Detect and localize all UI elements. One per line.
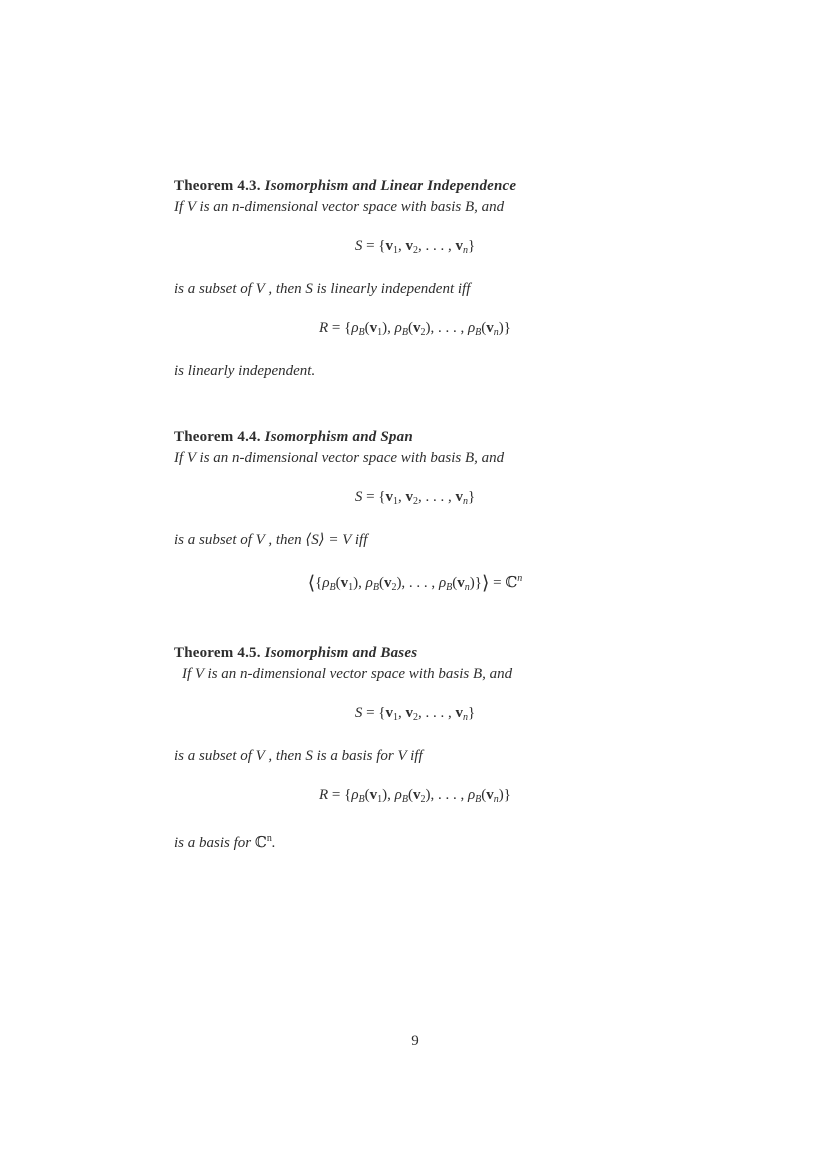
math-token: 1 — [392, 245, 398, 256]
theorem-title: Isomorphism and Linear Independence — [264, 178, 517, 194]
theorem-intro-line: If V is an n-dimensional vector space with basis B, and — [174, 450, 505, 466]
math-token: } — [467, 489, 476, 505]
formula-s-set — [174, 485, 656, 514]
math-token: ), . . . , — [425, 320, 468, 336]
math-token: 2 — [420, 794, 426, 805]
theorem-4-4 — [174, 427, 656, 616]
math-token: ρ — [438, 575, 447, 591]
theorem-4-3 — [174, 176, 656, 382]
math-token: v — [385, 705, 393, 721]
theorem-intro-line: If V is an n-dimensional vector space with basis B, and — [174, 199, 505, 215]
math-token: ), . . . , — [396, 575, 439, 591]
math-token: 2 — [420, 327, 426, 338]
math-token: 1 — [377, 794, 383, 805]
math-token: ), — [382, 320, 395, 336]
math-token: , — [397, 238, 406, 254]
math-token: n — [462, 245, 468, 256]
math-token: ρ — [365, 575, 373, 591]
math-token: v — [340, 575, 349, 591]
math-token: v — [405, 705, 413, 721]
math-token: ρ — [351, 320, 359, 336]
math-token: B — [401, 327, 408, 338]
theorem-title: Isomorphism and Bases — [264, 645, 418, 661]
math-token: n — [462, 712, 468, 723]
math-token: B — [372, 582, 379, 593]
math-token: = { — [362, 489, 386, 505]
math-token: ρ — [394, 787, 402, 803]
outro-text: . — [271, 835, 276, 851]
math-token: ρ — [467, 320, 476, 336]
math-token: 2 — [412, 245, 418, 256]
math-token: , — [397, 705, 406, 721]
math-token: ( — [364, 787, 370, 803]
math-token: n — [462, 496, 468, 507]
math-token: S — [354, 238, 363, 254]
outro-text: is a basis for — [174, 835, 255, 851]
theorem-outro-line — [174, 828, 656, 854]
theorem-mid-line: is a subset of V , then ⟨S⟩ = V iff — [174, 532, 368, 548]
formula-span-c — [174, 567, 656, 600]
math-token: ( — [335, 575, 341, 591]
page-number: 9 — [411, 1033, 419, 1049]
math-token: v — [369, 320, 378, 336]
math-token: v — [486, 787, 494, 803]
math-token: v — [385, 489, 393, 505]
math-token: 2 — [412, 496, 418, 507]
math-token: ), — [353, 575, 366, 591]
math-token: ρ — [322, 575, 330, 591]
math-token: 1 — [392, 712, 398, 723]
theorem-label: Theorem 4.5. — [174, 645, 261, 661]
math-token: n — [517, 573, 523, 584]
math-token: v — [383, 575, 392, 591]
math-token: v — [405, 489, 413, 505]
math-token: R — [319, 320, 329, 336]
math-token: 1 — [392, 496, 398, 507]
math-token: )} — [498, 320, 511, 336]
math-token: ( — [481, 320, 487, 336]
theorem-outro-line: is linearly independent. — [174, 363, 316, 379]
math-token: ( — [452, 575, 458, 591]
formula-r-set — [174, 783, 656, 812]
math-token: 1 — [377, 327, 383, 338]
math-token: v — [412, 320, 421, 336]
theorem-4-5 — [174, 643, 656, 854]
formula-r-set — [174, 316, 656, 345]
theorem-heading — [174, 643, 656, 664]
theorem-title: Isomorphism and Span — [264, 429, 413, 445]
math-token: ( — [378, 575, 384, 591]
math-token: , . . . , — [417, 489, 456, 505]
math-token: v — [455, 489, 463, 505]
math-token: v — [385, 238, 393, 254]
math-token: } — [467, 705, 476, 721]
math-token: B — [329, 582, 336, 593]
math-token: ρ — [394, 320, 402, 336]
math-token: ⟨ — [307, 573, 316, 594]
theorem-heading — [174, 176, 656, 197]
math-token: ), — [382, 787, 395, 803]
math-token: ( — [364, 320, 370, 336]
math-token: n — [493, 327, 499, 338]
math-token: ⟩ — [481, 573, 490, 594]
math-token: = — [489, 575, 506, 591]
math-token: ( — [481, 787, 487, 803]
math-token: B — [358, 327, 365, 338]
math-token: B — [475, 327, 482, 338]
math-token: 1 — [348, 582, 354, 593]
theorem-label: Theorem 4.4. — [174, 429, 261, 445]
math-token: ρ — [351, 787, 359, 803]
math-token: v — [455, 705, 463, 721]
math-token: ℂ — [505, 575, 518, 591]
math-token: , . . . , — [417, 705, 456, 721]
theorem-heading — [174, 427, 656, 448]
theorem-mid-line: is a subset of V , then S is linearly independent iff — [174, 281, 471, 297]
math-token: B — [475, 794, 482, 805]
math-token: , — [397, 489, 406, 505]
math-token: v — [457, 575, 465, 591]
blackboard-c: ℂ — [254, 835, 267, 851]
math-token: )} — [469, 575, 482, 591]
math-token: 2 — [412, 712, 418, 723]
math-token: = { — [328, 320, 352, 336]
formula-s-set — [174, 701, 656, 730]
math-token: v — [412, 787, 421, 803]
math-token: { — [315, 575, 323, 591]
math-token: B — [401, 794, 408, 805]
math-token: B — [446, 582, 453, 593]
math-token: n — [493, 794, 499, 805]
math-token: n — [464, 582, 470, 593]
math-token: v — [405, 238, 413, 254]
theorem-intro-line: If V is an n-dimensional vector space with basis B, and — [182, 666, 513, 682]
math-token: = { — [328, 787, 352, 803]
math-token: ρ — [467, 787, 476, 803]
math-token: S — [354, 489, 363, 505]
math-token: v — [486, 320, 494, 336]
math-token: R — [319, 787, 329, 803]
math-token: 2 — [391, 582, 397, 593]
superscript-n: n — [266, 833, 272, 844]
math-token: ( — [407, 787, 413, 803]
math-token: S — [354, 705, 363, 721]
math-token: ), . . . , — [425, 787, 468, 803]
math-token: = { — [362, 705, 386, 721]
math-token: = { — [362, 238, 386, 254]
math-token: , . . . , — [417, 238, 456, 254]
theorem-label: Theorem 4.3. — [174, 178, 261, 194]
math-token: v — [369, 787, 378, 803]
math-token: ( — [407, 320, 413, 336]
formula-s-set — [174, 234, 656, 263]
math-token: )} — [498, 787, 511, 803]
math-token: } — [467, 238, 476, 254]
math-token: v — [455, 238, 463, 254]
math-token: B — [358, 794, 365, 805]
theorem-mid-line: is a subset of V , then S is a basis for V iff — [174, 748, 423, 764]
